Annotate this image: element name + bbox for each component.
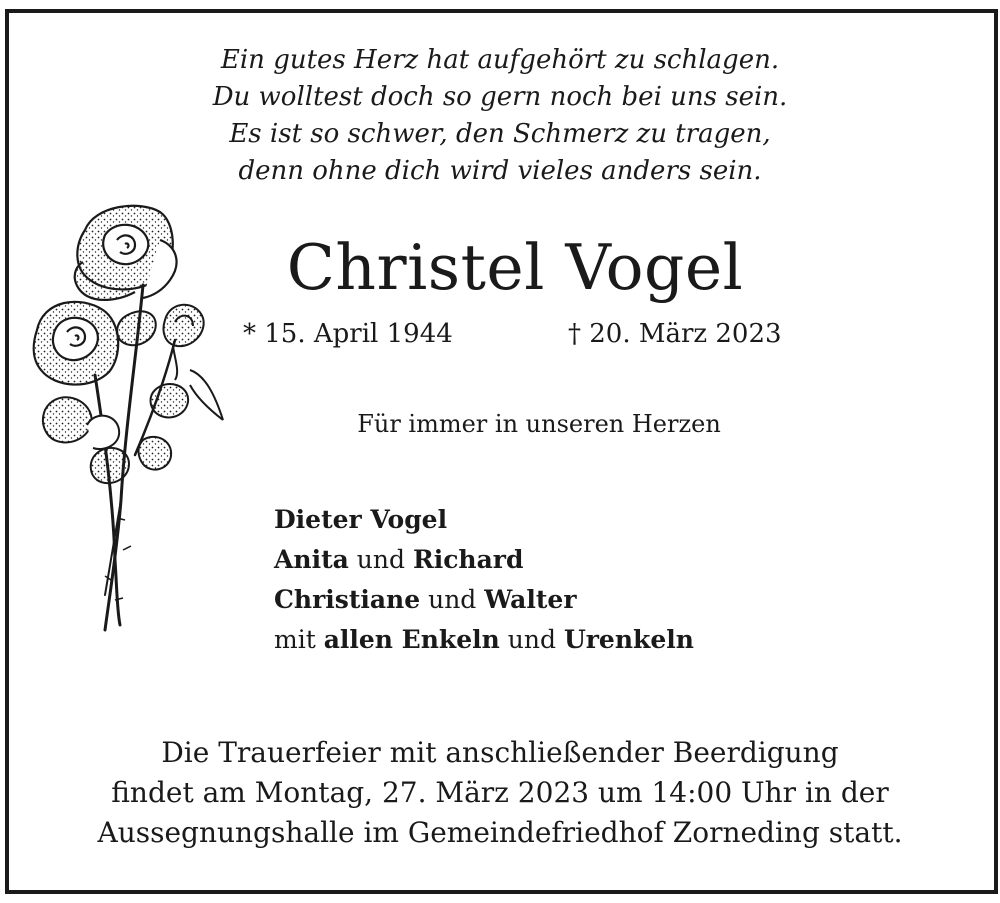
deceased-name: Christel Vogel [286, 231, 744, 304]
mourner-line [274, 620, 694, 660]
conjunction: und [348, 545, 413, 574]
mourner-name: Urenkeln [563, 625, 694, 654]
motto: Für immer in unseren Herzen [357, 410, 721, 438]
conjunction: und [499, 625, 564, 654]
death-date: † 20. März 2023 [568, 319, 782, 349]
poem-line: denn ohne dich wird vieles anders sein. [238, 156, 762, 186]
mourner-name: Walter [484, 585, 577, 614]
preposition: mit [274, 625, 324, 654]
funeral-notice [0, 733, 1000, 853]
poem [0, 42, 1000, 190]
mourner-name: allen Enkeln [323, 625, 500, 654]
conjunction: und [420, 585, 485, 614]
mourner-name: Dieter Vogel [274, 505, 448, 534]
notice-line: Aussegnungshalle im Gemeindefriedhof Zorneding statt. [97, 816, 903, 849]
poem-line: Es ist so schwer, den Schmerz zu tragen, [229, 119, 771, 149]
mourner-line [274, 580, 694, 620]
mourner-name: Anita [274, 545, 349, 574]
mourner-name: Richard [412, 545, 524, 574]
mourner-name: Christiane [274, 585, 421, 614]
mourner-line [274, 540, 694, 580]
mourners-list [274, 500, 694, 660]
poem-line: Ein gutes Herz hat aufgehört zu schlagen. [220, 45, 780, 75]
birth-date: * 15. April 1944 [243, 319, 453, 349]
poem-line: Du wolltest doch so gern noch bei uns sein. [212, 82, 788, 112]
mourner-line [274, 500, 694, 540]
notice-line: findet am Montag, 27. März 2023 um 14:00 Uhr in der [111, 776, 889, 809]
notice-line: Die Trauerfeier mit anschließender Beerdigung [161, 736, 839, 769]
